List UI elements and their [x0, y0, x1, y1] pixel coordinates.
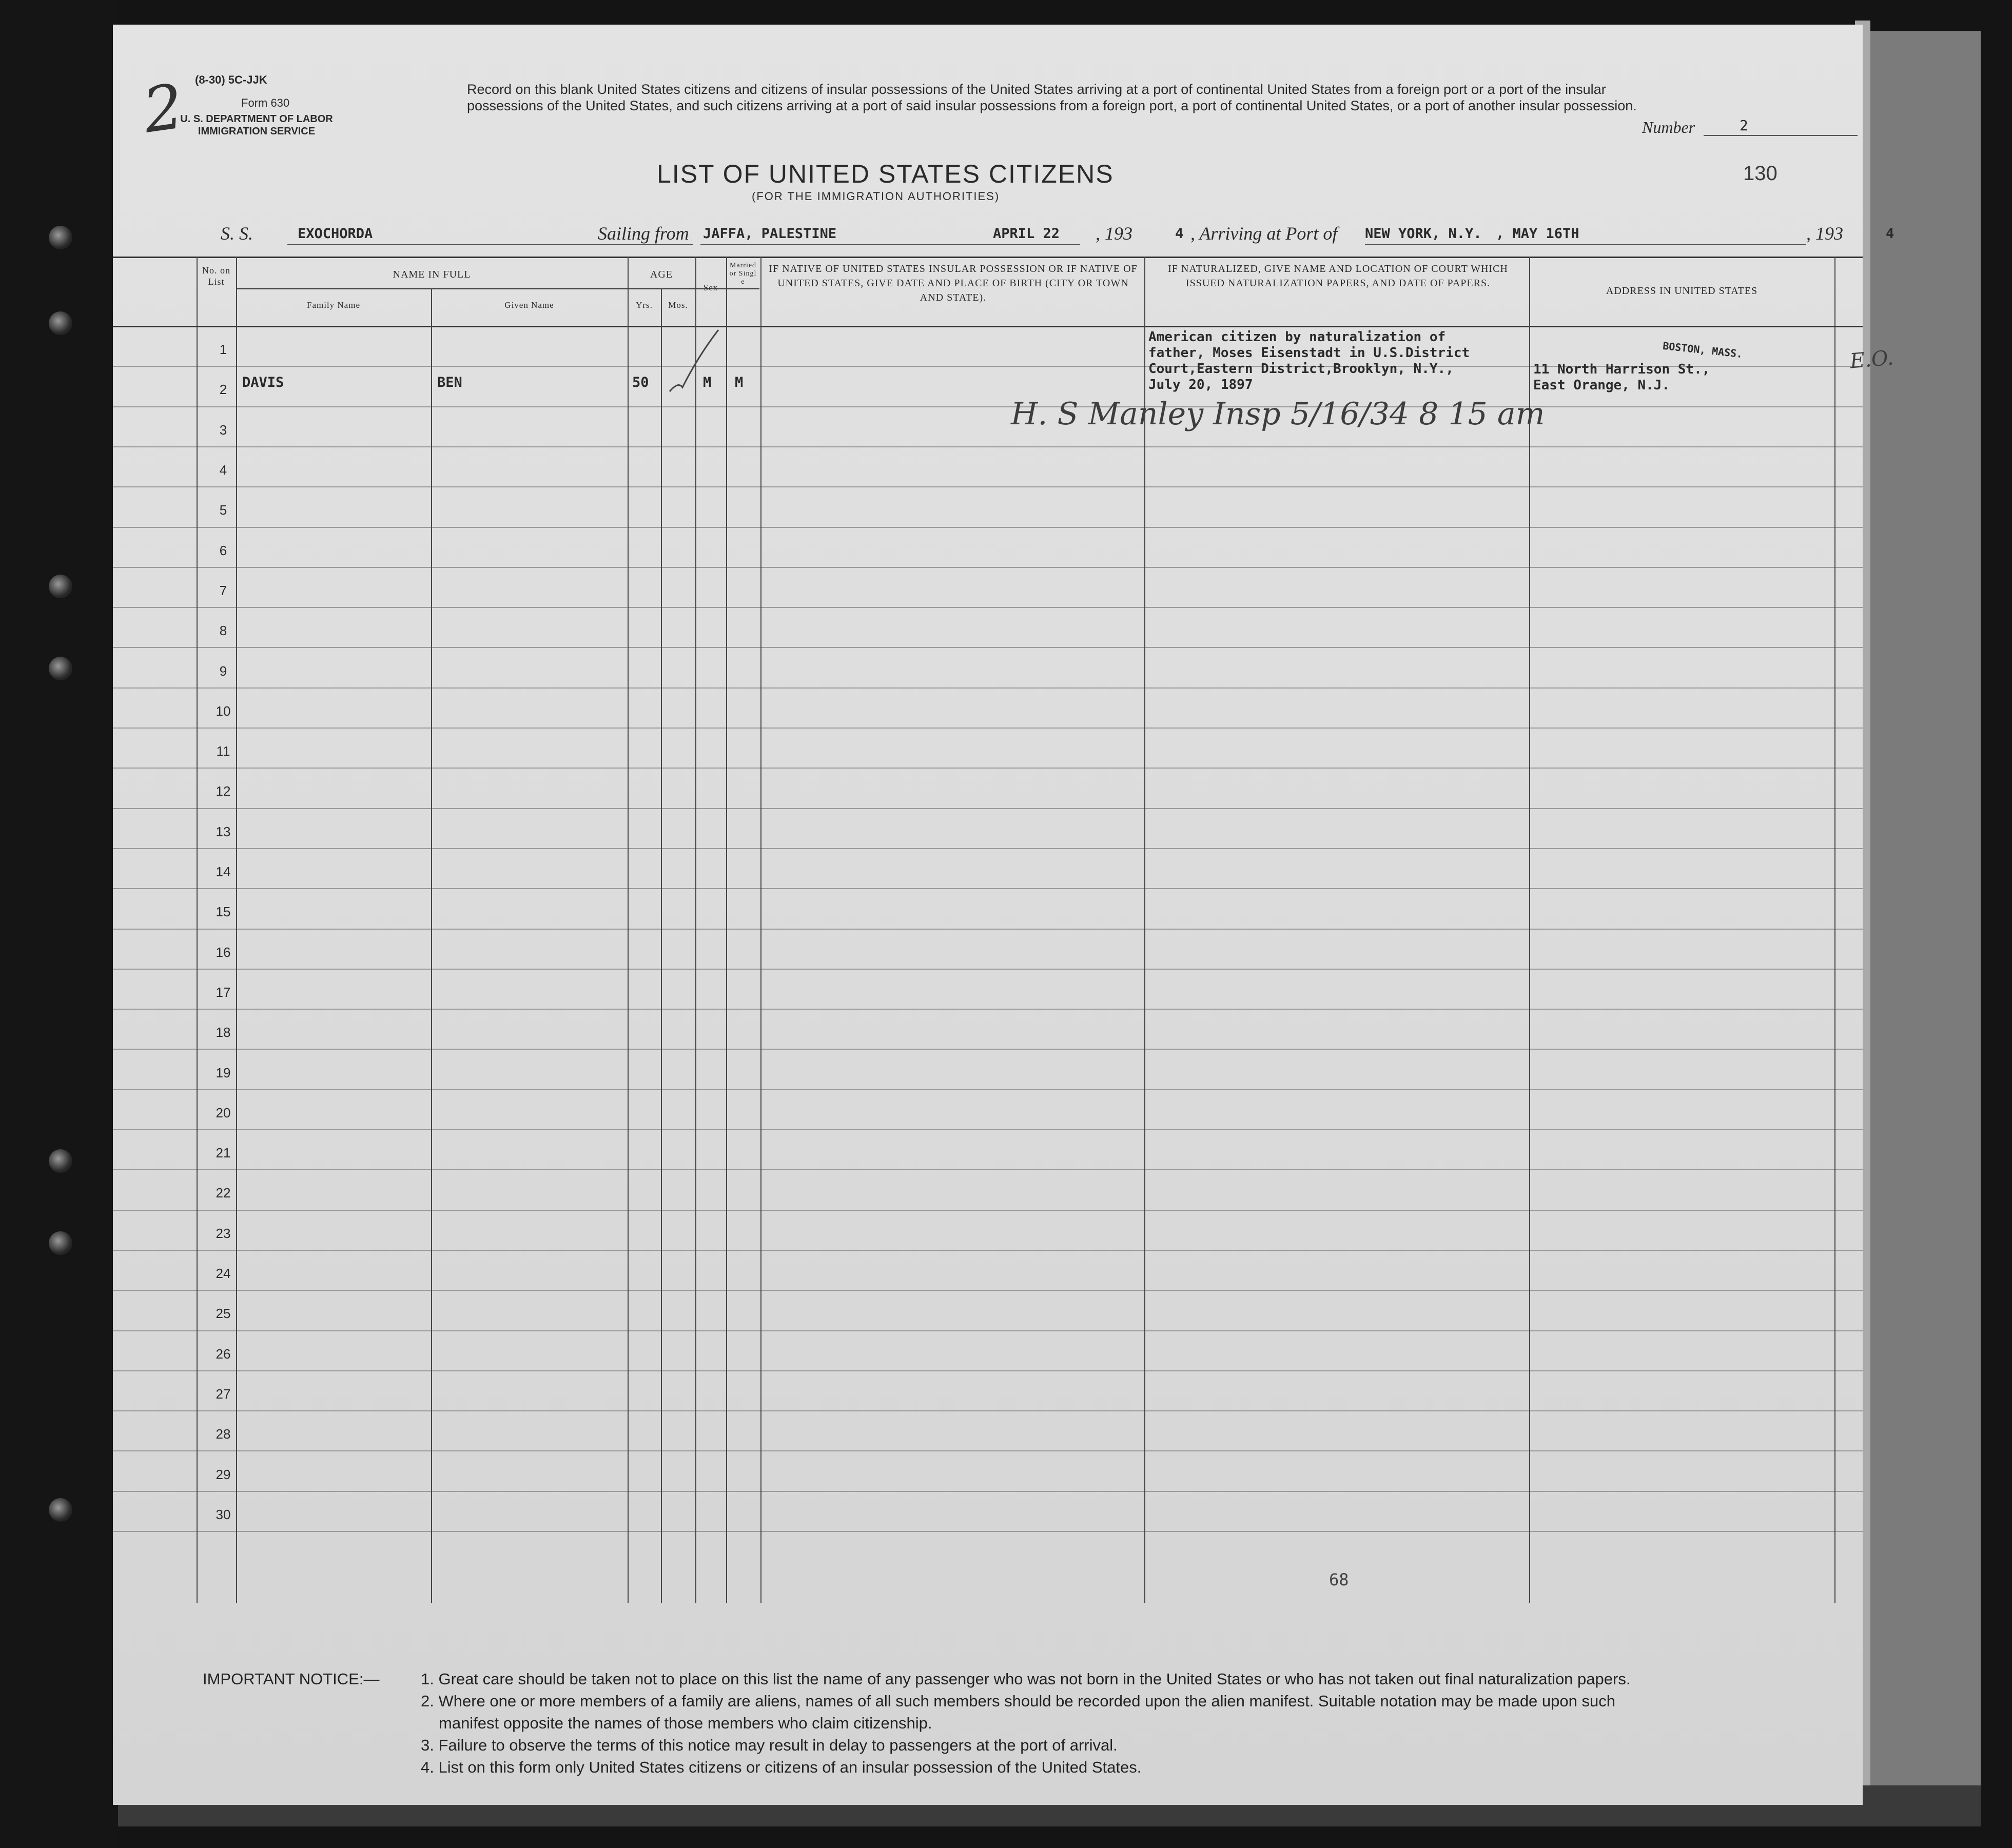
binding-hole	[49, 657, 72, 680]
inspector-signature: H. S Manley Insp 5/16/34 8 15 am	[1011, 396, 1545, 432]
row-rule	[113, 888, 1863, 889]
header-native-birth: IF NATIVE OF UNITED STATES INSULAR POSSESSION OR IF NATIVE OF UNITED STATES, GIVE DATE AND PLACE OF BIRTH (CITY OR TOWN AND STATE).	[769, 263, 1138, 303]
row-rule	[113, 1531, 1863, 1532]
instructions-text: Record on this blank United States citizens and citizens of insular possessions of the United States arriving at a port of continental United States from a foreign port or a port of the insular possessions of the United States, and such citizens arriving at a port of said insular possessions from a foreign port, a port of continental United States, or a port of another insular possession.	[467, 82, 1637, 113]
row-number: 27	[216, 1386, 231, 1402]
row-rule	[113, 567, 1863, 568]
notice-item-4: 4. List on this form only United States citizens or citizens of an insular possession of the United States.	[421, 1758, 1142, 1776]
manifest-table	[113, 257, 1894, 1603]
ship-underline	[287, 244, 693, 245]
row-number: 9	[219, 663, 227, 679]
row-number: 18	[216, 1025, 231, 1040]
stamp-number: 130	[1743, 162, 1777, 185]
row-rule	[113, 1370, 1863, 1371]
scan-binding-gutter	[0, 0, 118, 1848]
col-rule	[628, 257, 629, 1603]
department-name: U. S. DEPARTMENT OF LABOR	[180, 113, 333, 125]
col-rule	[726, 257, 727, 1603]
row-rule	[113, 1089, 1863, 1090]
naturalization-line: July 20, 1897	[1148, 377, 1253, 392]
row-number: 22	[216, 1185, 231, 1201]
row-number: 4	[219, 462, 227, 478]
number-label: Number	[1642, 118, 1695, 136]
manifest-page	[113, 25, 1894, 1805]
age-years-cell: 50	[632, 375, 649, 390]
family-name-cell: DAVIS	[242, 375, 284, 390]
header-age: AGE	[650, 269, 673, 280]
row-number: 30	[216, 1507, 231, 1522]
arrival-date: , MAY 16TH	[1496, 226, 1579, 242]
address-cell	[1533, 362, 1710, 394]
row-rule	[113, 808, 1863, 809]
naturalization-cell	[1148, 329, 1470, 393]
handwritten-mark: 2	[139, 71, 188, 147]
row-number: 8	[219, 623, 227, 638]
row-rule	[113, 1450, 1863, 1451]
col-rule	[695, 257, 696, 1603]
page-title: LIST OF UNITED STATES CITIZENS	[657, 160, 1114, 188]
address-line: 11 North Harrison St.,	[1533, 362, 1710, 377]
notice-item-3: 3. Failure to observe the terms of this notice may result in delay to passengers at the port of arrival.	[421, 1736, 1118, 1754]
col-rule	[1144, 257, 1145, 1603]
departure-year-prefix: , 193	[1096, 223, 1132, 244]
page-subtitle: (FOR THE IMMIGRATION AUTHORITIES)	[752, 190, 1000, 203]
row-number: 14	[216, 864, 231, 879]
row-rule	[113, 1129, 1863, 1130]
binding-hole	[49, 311, 72, 335]
row-number: 23	[216, 1226, 231, 1241]
row-number: 24	[216, 1266, 231, 1281]
departure-date: APRIL 22	[993, 226, 1060, 242]
sailing-underline	[700, 244, 1080, 245]
col-rule	[1834, 257, 1835, 1603]
header-mos: Mos.	[668, 300, 688, 310]
naturalization-line: Court,Eastern District,Brooklyn, N.Y.,	[1148, 361, 1454, 377]
arriving-label: , Arriving at Port of	[1190, 223, 1338, 244]
number-value: 2	[1740, 117, 1748, 134]
binding-hole	[49, 226, 72, 249]
row-number: 15	[216, 904, 231, 919]
row-rule	[113, 768, 1863, 769]
row-number: 26	[216, 1346, 231, 1362]
form-number: Form 630	[241, 96, 290, 109]
row-number: 12	[216, 783, 231, 799]
header-name-in-full: NAME IN FULL	[393, 269, 471, 280]
row-rule	[113, 607, 1863, 608]
ship-name: EXOCHORDA	[298, 226, 373, 242]
form-code: (8-30) 5C-JJK	[195, 73, 267, 86]
row-rule	[113, 1410, 1863, 1411]
row-number: 17	[216, 985, 231, 1000]
ss-label: S. S.	[221, 223, 253, 244]
given-name-cell: BEN	[437, 375, 462, 390]
scan-background-right	[1863, 31, 1981, 1785]
row-rule	[113, 1210, 1863, 1211]
row-rule	[113, 929, 1863, 930]
header-married-single: Married or Single	[729, 262, 757, 286]
row-number: 5	[219, 502, 227, 518]
arrival-year-digit: 4	[1886, 226, 1894, 242]
row-number: 29	[216, 1467, 231, 1482]
row-number: 13	[216, 824, 231, 839]
notice-item-1: 1. Great care should be taken not to place on this list the name of any passenger who was not born in the United States or who has not taken out final naturalization papers.	[421, 1670, 1631, 1688]
address-city-above: BOSTON, MASS.	[1662, 339, 1744, 361]
col-rule	[1529, 257, 1530, 1603]
row-rule	[113, 1290, 1863, 1291]
row-rule	[113, 1169, 1863, 1170]
row-rule	[113, 848, 1863, 849]
col-rule	[760, 257, 761, 1603]
notice-label: IMPORTANT NOTICE:—	[203, 1670, 380, 1688]
row-number: 11	[216, 743, 230, 759]
col-rule	[661, 288, 662, 1603]
naturalization-line: father, Moses Eisenstadt in U.S.District	[1148, 345, 1470, 361]
sailing-from: JAFFA, PALESTINE	[703, 226, 837, 242]
row-number: 6	[219, 543, 227, 558]
department-block	[169, 113, 344, 137]
binding-hole	[49, 1149, 72, 1173]
row-rule	[113, 1049, 1863, 1050]
header-given-name: Given Name	[504, 300, 554, 310]
notice-item-2-continued: manifest opposite the names of those members who claim citizenship.	[439, 1714, 932, 1732]
table-top-rule	[113, 257, 1863, 258]
row-number: 19	[216, 1065, 231, 1080]
arrival-port: NEW YORK, N.Y.	[1365, 226, 1482, 242]
notice-item-2: 2. Where one or more members of a family are aliens, names of all such members should be recorded upon the alien manifest. Suitable notation may be made upon such	[421, 1692, 1615, 1710]
row-rule	[113, 486, 1863, 487]
header-no-on-list: No. on List	[202, 265, 230, 287]
header-family-name: Family Name	[306, 300, 360, 310]
header-sex: Sex	[703, 283, 718, 292]
address-line: East Orange, N.J.	[1533, 378, 1670, 393]
row-rule	[113, 1009, 1863, 1010]
row-number: 20	[216, 1105, 231, 1120]
departure-year-digit: 4	[1175, 226, 1184, 242]
arrival-underline	[1365, 244, 1806, 245]
header-yrs: Yrs.	[636, 300, 653, 310]
row-rule	[113, 687, 1863, 689]
binding-hole	[49, 575, 72, 598]
row-rule	[113, 446, 1863, 447]
page-stamp: 68	[1329, 1570, 1349, 1589]
header-address: ADDRESS IN UNITED STATES	[1606, 285, 1758, 297]
row-number: 28	[216, 1426, 231, 1442]
married-cell: M	[735, 375, 744, 390]
row-number: 1	[219, 342, 227, 357]
number-underline	[1704, 135, 1858, 136]
row-rule	[113, 1491, 1863, 1492]
naturalization-line: American citizen by naturalization of	[1148, 329, 1446, 345]
col-rule	[197, 257, 198, 1603]
row-number: 16	[216, 945, 231, 960]
sailing-label: Sailing from	[598, 223, 689, 244]
header-bottom-rule	[113, 326, 1863, 327]
row-number: 10	[216, 703, 231, 719]
header-naturalized: IF NATURALIZED, GIVE NAME AND LOCATION OF COURT WHICH ISSUED NATURALIZATION PAPERS, AND DATE OF PAPERS.	[1168, 263, 1508, 289]
row-rule	[113, 527, 1863, 528]
name-age-subrule	[236, 288, 759, 289]
arrival-year-prefix: , 193	[1806, 223, 1843, 244]
sex-cell: M	[703, 375, 712, 390]
service-name: IMMIGRATION SERVICE	[198, 126, 316, 137]
row-rule	[113, 1250, 1863, 1251]
row-number: 3	[219, 422, 227, 438]
address-annotation: E.O.	[1849, 346, 1894, 373]
binding-hole	[49, 1231, 72, 1255]
row-number: 25	[216, 1306, 231, 1321]
check-mark	[667, 326, 724, 398]
row-number: 2	[219, 382, 227, 397]
binding-hole	[49, 1498, 72, 1522]
row-rule	[113, 406, 1863, 407]
col-rule	[431, 288, 432, 1603]
row-number: 21	[216, 1145, 231, 1161]
row-rule	[113, 647, 1863, 648]
row-number: 7	[219, 583, 227, 598]
row-rule	[113, 1330, 1863, 1331]
row-rule	[113, 728, 1863, 729]
row-rule	[113, 969, 1863, 970]
